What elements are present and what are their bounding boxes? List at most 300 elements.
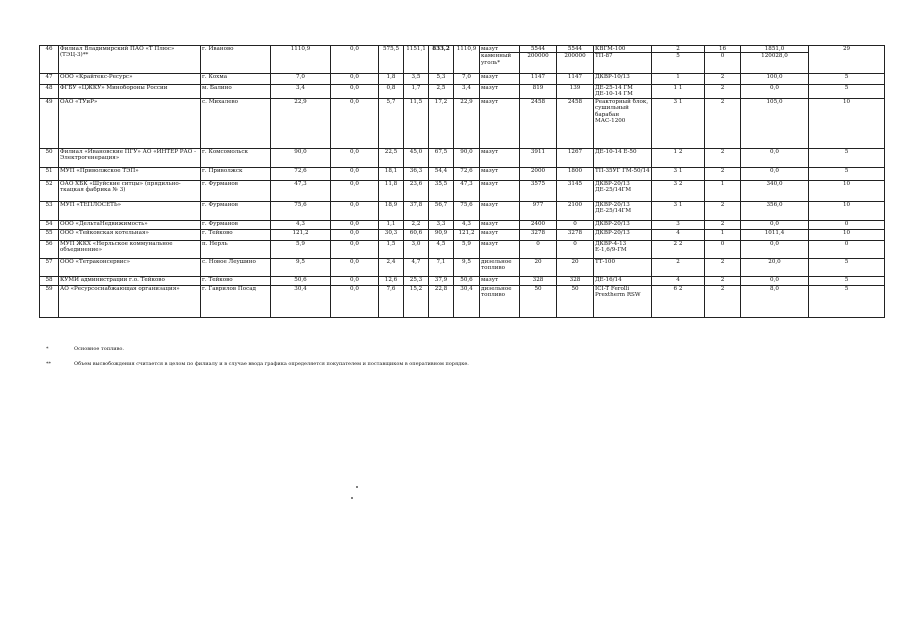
fuel-amount-cell	[741, 201, 809, 220]
fuel-stock-cell	[557, 148, 594, 167]
value-reserve: 0,0	[331, 276, 379, 285]
fuel-stock-cell	[557, 98, 594, 148]
footnotes	[46, 346, 806, 376]
fuel-norm-cell	[520, 285, 557, 317]
value-stage-4: 22,9	[454, 98, 480, 148]
boiler-count-reserve: 1	[720, 180, 725, 187]
boiler-count-cell	[652, 74, 705, 85]
value-stage-1: 0,8	[379, 85, 404, 99]
row-number: 51	[40, 167, 59, 180]
value-total: 30,4	[271, 285, 331, 317]
value-stage-4: 90,0	[454, 148, 480, 167]
boiler-count-reserve: 2	[720, 258, 725, 265]
boiler-count: 3	[676, 220, 680, 227]
row-number: 47	[40, 74, 59, 85]
fuel-stock-cell	[557, 167, 594, 180]
fuel-amount: 356,0	[766, 201, 783, 208]
organization-name: ООО «Крайтекс-Ресурс»	[59, 74, 201, 85]
fuel-norm: 0	[536, 240, 540, 247]
boiler-type-cell	[594, 148, 652, 167]
value-stage-4: 72,6	[454, 167, 480, 180]
boiler-count-reserve-cell	[705, 180, 741, 201]
fuel-amount: 105,0	[766, 98, 783, 105]
fuel-type-cell	[480, 258, 520, 276]
fuel-norm-cell	[520, 98, 557, 148]
boiler-count-reserve-cell	[705, 240, 741, 258]
value-total: 9,5	[271, 258, 331, 276]
value-stage-3: 90,9	[429, 229, 454, 240]
fuel-stock-cell	[557, 46, 594, 74]
location: г. Кохма	[201, 74, 271, 85]
value-stage-3: 833,2	[429, 46, 454, 74]
boiler-count-reserve-cell	[705, 74, 741, 85]
organization-name: КУМИ администрации г.о. Тейково	[59, 276, 201, 285]
boiler-type-cell	[594, 229, 652, 240]
value-stage-2: 3,5	[404, 74, 429, 85]
footnote-mark: *	[46, 346, 49, 352]
fuel-type-cell	[480, 276, 520, 285]
fuel-amount-cell	[741, 167, 809, 180]
boiler-type-cell	[594, 276, 652, 285]
value-stage-2: 60,6	[404, 229, 429, 240]
reserve-days: 5	[809, 85, 885, 99]
value-stage-1: 2,4	[379, 258, 404, 276]
fuel-norm-cell	[520, 201, 557, 220]
row-number: 55	[40, 229, 59, 240]
fuel-stock: 2100	[567, 201, 583, 208]
fuel-norm-cell	[520, 85, 557, 99]
boiler-count: 2	[676, 258, 680, 265]
boiler-type: ДКВР-20/13 ДЕ-25/14ГМ	[595, 180, 632, 194]
table-row	[40, 167, 885, 180]
reserve-days: 5	[809, 148, 885, 167]
organization-name: ООО «Тетраконсервис»	[59, 258, 201, 276]
organization-name: МУП ЖКХ «Нерльское коммунальное объединение»	[59, 240, 201, 258]
fuel-stock-cell	[557, 258, 594, 276]
fuel-norm: 3575	[530, 180, 546, 187]
value-stage-3: 2,5	[429, 85, 454, 99]
row-number: 49	[40, 98, 59, 148]
location: г. Комсомольск	[201, 148, 271, 167]
value-stage-1: 1,5	[379, 240, 404, 258]
fuel-amount: 340,0	[766, 180, 783, 187]
table-row	[40, 220, 885, 229]
fuel-norm: 819	[532, 85, 544, 91]
boiler-type-cell	[594, 220, 652, 229]
value-stage-4: 7,0	[454, 74, 480, 85]
boiler-type-cell	[594, 85, 652, 99]
fuel-type: мазут	[481, 180, 499, 187]
fuel-stock: 0	[573, 220, 577, 227]
footnote-mark: **	[46, 361, 51, 367]
organization-name: МУП «ТЕПЛОСЕТЬ»	[59, 201, 201, 220]
fuel-amount: 0,0	[770, 85, 779, 91]
value-stage-4: 30,4	[454, 285, 480, 317]
location: п. Нерль	[201, 240, 271, 258]
reserve-days: 5	[809, 276, 885, 285]
boiler-count-cell	[652, 229, 705, 240]
fuel-type-cell	[480, 98, 520, 148]
boiler-type: ДКВР-20/13	[595, 220, 630, 227]
fuel-amount: 0,0	[770, 148, 779, 155]
value-stage-4: 75,6	[454, 201, 480, 220]
fuel-type-cell	[480, 85, 520, 99]
fuel-type: мазут	[481, 46, 499, 52]
row-number: 52	[40, 180, 59, 201]
value-stage-4: 4,3	[454, 220, 480, 229]
row-number: 50	[40, 148, 59, 167]
boiler-count-cell	[652, 276, 705, 285]
value-stage-4: 9,5	[454, 258, 480, 276]
value-stage-3: 56,7	[429, 201, 454, 220]
row-number: 53	[40, 201, 59, 220]
value-stage-3: 7,1	[429, 258, 454, 276]
fuel-stock: 5544	[567, 46, 583, 52]
fuel-norm: 3278	[530, 229, 546, 236]
footnote	[46, 361, 806, 367]
fuel-stock: 3145	[567, 180, 583, 187]
boiler-count: 1	[676, 74, 680, 80]
fuel-stock: 20	[571, 258, 579, 265]
value-total: 4,3	[271, 220, 331, 229]
fuel-norm-cell	[520, 180, 557, 201]
boiler-type-cell	[594, 98, 652, 148]
value-total: 75,6	[271, 201, 331, 220]
value-stage-1: 575,5	[379, 46, 404, 74]
value-stage-3: 22,8	[429, 285, 454, 317]
value-stage-1: 22,5	[379, 148, 404, 167]
fuel-type: мазут	[481, 74, 499, 80]
boiler-count: 3 1	[673, 201, 683, 208]
organization-name: ООО «Тейковская котельная»	[59, 229, 201, 240]
fuel-amount-cell	[741, 240, 809, 258]
location: с. Михалево	[201, 98, 271, 148]
value-stage-2: 1,7	[404, 85, 429, 99]
boiler-count-reserve-cell	[705, 285, 741, 317]
fuel-norm-cell	[520, 240, 557, 258]
fuel-reserve-table	[39, 45, 885, 318]
fuel-stock-cell	[557, 240, 594, 258]
boiler-count: 2 2	[673, 240, 683, 247]
fuel-amount: 20,0	[768, 258, 781, 265]
value-stage-4: 1110,9	[454, 46, 480, 74]
boiler-count: 5	[652, 52, 704, 59]
boiler-type-cell	[594, 167, 652, 180]
boiler-count-cell	[652, 220, 705, 229]
value-stage-2: 45,0	[404, 148, 429, 167]
table-row	[40, 229, 885, 240]
value-total: 72,6	[271, 167, 331, 180]
boiler-count-reserve: 2	[720, 285, 725, 292]
boiler-count-cell	[652, 46, 705, 74]
reserve-days: 5	[809, 167, 885, 180]
fuel-stock: 200000	[557, 52, 593, 59]
boiler-count-cell	[652, 285, 705, 317]
boiler-count: 4	[676, 276, 680, 283]
fuel-norm-cell	[520, 167, 557, 180]
boiler-type: ТТ-100	[595, 258, 616, 265]
boiler-count-reserve: 2	[720, 201, 725, 208]
boiler-count-reserve-cell	[705, 98, 741, 148]
value-reserve: 0,0	[331, 180, 379, 201]
fuel-amount: 120028,0	[741, 52, 808, 59]
boiler-type: ДКВР-10/13	[595, 74, 630, 80]
value-reserve: 0,0	[331, 201, 379, 220]
boiler-count-cell	[652, 148, 705, 167]
boiler-count: 6 2	[673, 285, 683, 292]
fuel-stock: 2458	[567, 98, 583, 105]
value-stage-4: 3,4	[454, 85, 480, 99]
fuel-amount-cell	[741, 258, 809, 276]
value-total: 3,4	[271, 85, 331, 99]
fuel-norm: 5544	[530, 46, 546, 52]
row-number: 54	[40, 220, 59, 229]
row-number: 56	[40, 240, 59, 258]
fuel-norm: 1147	[530, 74, 546, 80]
table-row	[40, 98, 885, 148]
reserve-days: 10	[809, 229, 885, 240]
fuel-stock-cell	[557, 220, 594, 229]
location: г. Тейково	[201, 276, 271, 285]
reserve-days: 0	[809, 240, 885, 258]
fuel-amount-cell	[741, 180, 809, 201]
value-stage-3: 37,9	[429, 276, 454, 285]
value-stage-2: 23,6	[404, 180, 429, 201]
value-stage-3: 35,5	[429, 180, 454, 201]
fuel-amount-cell	[741, 148, 809, 167]
fuel-norm-cell	[520, 220, 557, 229]
boiler-count-reserve-cell	[705, 46, 741, 74]
location: с. Новое Леушино	[201, 258, 271, 276]
fuel-type: мазут	[481, 167, 499, 174]
reserve-days: 10	[809, 180, 885, 201]
value-total: 90,0	[271, 148, 331, 167]
fuel-type: дизельное топливо	[481, 258, 512, 272]
footnote-text: Основное топливо.	[74, 346, 124, 352]
location: г. Фурманов	[201, 201, 271, 220]
organization-name: АО «Ресурсоснабжающая организация»	[59, 285, 201, 317]
value-total: 47,3	[271, 180, 331, 201]
fuel-norm-cell	[520, 276, 557, 285]
value-reserve: 0,0	[331, 46, 379, 74]
value-stage-2: 37,8	[404, 201, 429, 220]
boiler-type: ТП-87	[594, 52, 651, 59]
organization-name: ООО «ДельтаНедвижимость»	[59, 220, 201, 229]
boiler-count-cell	[652, 240, 705, 258]
reserve-days: 5	[809, 258, 885, 276]
fuel-amount: 0,0	[770, 240, 779, 247]
fuel-type-cell	[480, 167, 520, 180]
value-stage-2: 3,0	[404, 240, 429, 258]
fuel-amount-cell	[741, 85, 809, 99]
boiler-count-reserve: 2	[720, 74, 725, 80]
fuel-stock: 328	[569, 276, 581, 283]
boiler-type: Реакторный блок, сушильный барабан МАС-1200	[595, 98, 649, 125]
reserve-days: 10	[809, 98, 885, 148]
location: г. Иваново	[201, 46, 271, 74]
value-reserve: 0,0	[331, 258, 379, 276]
row-number: 57	[40, 258, 59, 276]
boiler-count-reserve: 0	[720, 240, 725, 247]
boiler-count-cell	[652, 98, 705, 148]
fuel-norm: 2400	[530, 220, 546, 227]
value-stage-1: 30,3	[379, 229, 404, 240]
value-stage-1: 1,8	[379, 74, 404, 85]
fuel-stock: 1800	[567, 167, 583, 174]
value-stage-3: 5,3	[429, 74, 454, 85]
boiler-type-cell	[594, 74, 652, 85]
value-reserve: 0,0	[331, 85, 379, 99]
boiler-count: 1 1	[673, 85, 683, 91]
organization-name: Филиал «Ивановские ПГУ» АО «ИНТЕР РАО - Электрогенерация»	[59, 148, 201, 167]
value-stage-1: 11,8	[379, 180, 404, 201]
footnote	[46, 346, 806, 352]
fuel-amount: 1011,4	[764, 229, 785, 236]
boiler-count-reserve: 2	[720, 85, 725, 91]
value-reserve: 0,0	[331, 167, 379, 180]
value-stage-2: 36,3	[404, 167, 429, 180]
table-row	[40, 201, 885, 220]
value-stage-2: 15,2	[404, 285, 429, 317]
boiler-type-cell	[594, 258, 652, 276]
fuel-amount-cell	[741, 220, 809, 229]
fuel-type: каменный уголь*	[480, 52, 519, 66]
value-stage-4: 121,2	[454, 229, 480, 240]
table-row	[40, 85, 885, 99]
boiler-type: КВГМ-100	[595, 46, 626, 52]
fuel-amount-cell	[741, 276, 809, 285]
boiler-type: ДЕ-16/14	[595, 276, 622, 283]
fuel-amount: 0,0	[770, 276, 779, 283]
boiler-count-reserve-cell	[705, 276, 741, 285]
reserve-days: 10	[809, 201, 885, 220]
value-total: 50,6	[271, 276, 331, 285]
fuel-amount-cell	[741, 229, 809, 240]
value-reserve: 0,0	[331, 240, 379, 258]
table-row	[40, 258, 885, 276]
table-row	[40, 240, 885, 258]
value-total: 1110,9	[271, 46, 331, 74]
fuel-stock: 1147	[567, 74, 583, 80]
boiler-count-reserve: 2	[720, 220, 725, 227]
fuel-norm-cell	[520, 46, 557, 74]
footnote-text: Объем высвобождения считается в целом по филиалу и в случае ввода графика определяется покупателем и поставщиком в оперативном порядке.	[74, 361, 469, 367]
value-stage-2: 11,5	[404, 98, 429, 148]
fuel-norm: 328	[532, 276, 544, 283]
boiler-count: 3 2	[673, 180, 683, 187]
fuel-type: мазут	[481, 276, 499, 283]
value-reserve: 0,0	[331, 220, 379, 229]
boiler-count-cell	[652, 85, 705, 99]
boiler-type: ДЕ-10-14 Е-50	[595, 148, 637, 155]
value-stage-4: 47,3	[454, 180, 480, 201]
fuel-type: мазут	[481, 85, 499, 91]
organization-name: ОАО ХБК «Шуйские ситцы» (прядильно-ткацкая фабрика № 3)	[59, 180, 201, 201]
table-row	[40, 180, 885, 201]
value-total: 121,2	[271, 229, 331, 240]
fuel-norm: 20	[534, 258, 542, 265]
boiler-count-reserve-cell	[705, 167, 741, 180]
fuel-norm: 2000	[530, 167, 546, 174]
value-stage-1: 12,6	[379, 276, 404, 285]
fuel-norm: 2458	[530, 98, 546, 105]
location: г. Тейково	[201, 229, 271, 240]
value-total: 7,0	[271, 74, 331, 85]
table-row	[40, 46, 885, 74]
value-stage-4: 50,6	[454, 276, 480, 285]
fuel-norm-cell	[520, 74, 557, 85]
boiler-type-cell	[594, 46, 652, 74]
value-stage-1: 18,9	[379, 201, 404, 220]
table-row	[40, 276, 885, 285]
boiler-type: ТП-35УГ ГМ-50/14	[595, 167, 650, 174]
fuel-amount: 8,0	[770, 285, 779, 292]
boiler-count-cell	[652, 258, 705, 276]
value-stage-2: 1151,1	[404, 46, 429, 74]
value-stage-3: 54,4	[429, 167, 454, 180]
fuel-norm: 50	[534, 285, 542, 292]
fuel-type-cell	[480, 201, 520, 220]
fuel-type: мазут	[481, 201, 499, 208]
fuel-norm: 977	[532, 201, 544, 208]
fuel-stock: 50	[571, 285, 579, 292]
boiler-type: ICI-T Ferolli Prextherm RSW	[595, 285, 641, 299]
value-reserve: 0,0	[331, 148, 379, 167]
organization-name: ФГБУ «ЦЖКУ» Минобороны России	[59, 85, 201, 99]
value-stage-4: 5,9	[454, 240, 480, 258]
reserve-days: 0	[809, 220, 885, 229]
fuel-type: мазут	[481, 229, 499, 236]
value-stage-2: 25,3	[404, 276, 429, 285]
fuel-stock: 0	[573, 240, 577, 247]
organization-name: ОАО «ТУиР»	[59, 98, 201, 148]
fuel-type-cell	[480, 220, 520, 229]
boiler-type: ДКВР-20/13	[595, 229, 630, 236]
boiler-type-cell	[594, 285, 652, 317]
fuel-amount: 1851,0	[764, 46, 785, 52]
row-number: 58	[40, 276, 59, 285]
boiler-type: ДКВР-4-13 Е-1,6/9-ГМ	[595, 240, 627, 254]
boiler-type-cell	[594, 240, 652, 258]
value-stage-1: 18,1	[379, 167, 404, 180]
fuel-type-cell	[480, 74, 520, 85]
boiler-count-cell	[652, 167, 705, 180]
organization-name: МУП «Приволжское ТЭП»	[59, 167, 201, 180]
table-body	[40, 46, 885, 318]
value-reserve: 0,0	[331, 98, 379, 148]
boiler-count-reserve-cell	[705, 258, 741, 276]
fuel-type-cell	[480, 180, 520, 201]
fuel-type: мазут	[481, 98, 499, 105]
boiler-count: 4	[676, 229, 680, 236]
location: г. Приволжск	[201, 167, 271, 180]
fuel-norm: 3911	[530, 148, 546, 155]
table-row	[40, 74, 885, 85]
table-row	[40, 285, 885, 317]
value-total: 22,9	[271, 98, 331, 148]
fuel-type-cell	[480, 148, 520, 167]
fuel-stock-cell	[557, 276, 594, 285]
organization-name: Филиал Владимирский ПАО «Т Плюс» (ТЭЦ-3)**	[59, 46, 201, 74]
value-stage-1: 1,1	[379, 220, 404, 229]
fuel-type-cell	[480, 285, 520, 317]
fuel-norm-cell	[520, 229, 557, 240]
boiler-type: ДЕ-25-14 ГМ ДЕ-10-14 ГМ	[595, 85, 633, 98]
value-reserve: 0,0	[331, 229, 379, 240]
fuel-type: мазут	[481, 240, 499, 247]
boiler-type-cell	[594, 180, 652, 201]
boiler-count-reserve: 1	[720, 229, 725, 236]
